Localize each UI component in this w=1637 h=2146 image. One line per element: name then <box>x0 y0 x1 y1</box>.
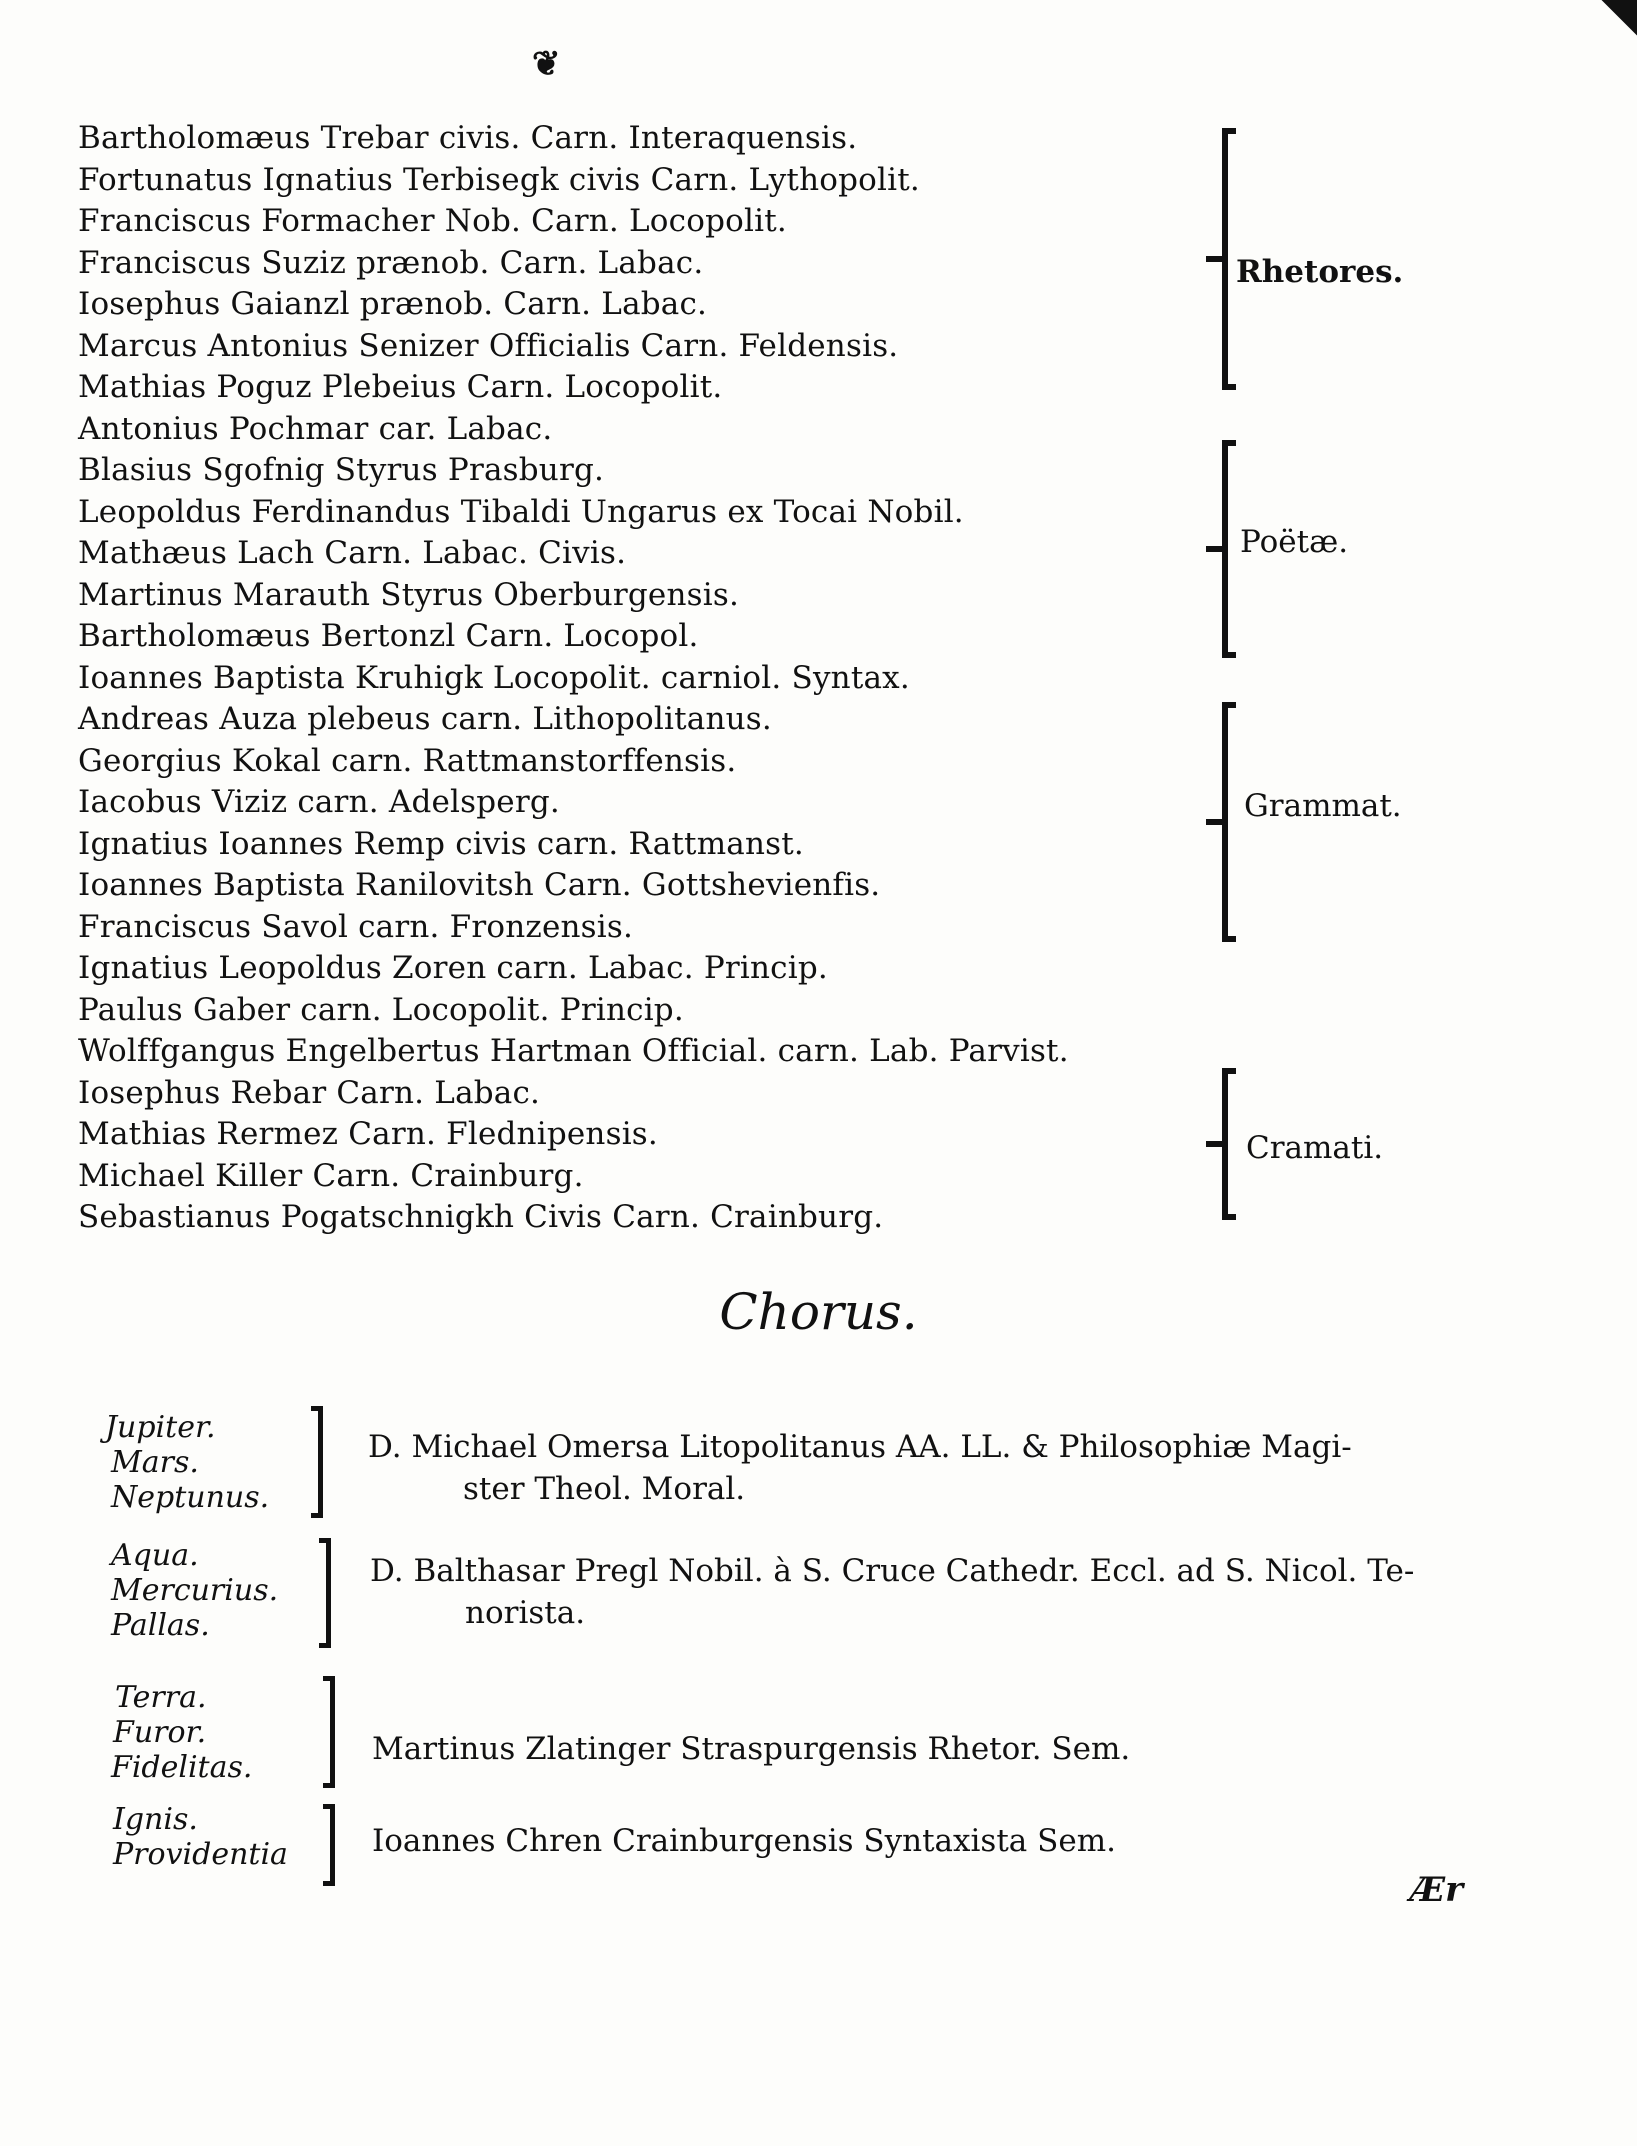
role-name: Providentia <box>113 1837 288 1872</box>
cast-line: Mathias Poguz Plebeius Carn. Locopolit. <box>78 369 723 405</box>
actor-text-continued: ster Theol. Moral. <box>463 1471 746 1507</box>
cast-line: Ignatius Leopoldus Zoren carn. Labac. Princip. <box>78 950 828 986</box>
chorus-title: Chorus. <box>719 1283 918 1341</box>
cast-line: Wolffgangus Engelbertus Hartman Official. carn. Lab. Parvist. <box>78 1033 1069 1069</box>
role-name: Neptunus. <box>111 1480 270 1515</box>
chorus-brace <box>318 1406 323 1518</box>
chorus-entry <box>105 1680 252 1785</box>
cast-line: Iosephus Rebar Carn. Labac. <box>78 1074 541 1111</box>
cast-line: Franciscus Savol carn. Fronzensis. <box>78 908 634 945</box>
role-name: Furor. <box>113 1715 207 1750</box>
cast-line: Antonius Pochmar car. Labac. <box>78 410 553 447</box>
actor-text: Martinus Zlatinger Straspurgensis Rhetor. Sem. <box>372 1731 1131 1767</box>
role-name: Ignis. <box>113 1802 198 1837</box>
chorus-actor <box>368 1426 1352 1510</box>
cast-line: Marcus Antonius Senizer Officialis Carn. Feldensis. <box>78 327 899 364</box>
actor-text: D. Michael Omersa Litopolitanus AA. LL. & Philosophiæ Magi- <box>368 1429 1352 1465</box>
group-label-grammat: Grammat. <box>1244 788 1402 824</box>
cast-line: Ioannes Baptista Kruhigk Locopolit. carniol. Syntax. <box>78 659 910 696</box>
cast-line: Paulus Gaber carn. Locopolit. Princip. <box>78 991 684 1028</box>
role-name: Pallas. <box>111 1608 210 1643</box>
chorus-entry <box>105 1538 278 1643</box>
cast-line: Iacobus Viziz carn. Adelsperg. <box>78 784 560 820</box>
chorus-actor <box>372 1820 1116 1862</box>
actor-text: Ioannes Chren Crainburgensis Syntaxista Sem. <box>372 1823 1116 1859</box>
rhetores-brace <box>1222 128 1228 390</box>
poetae-brace <box>1222 440 1228 658</box>
scan-edge-shadow <box>1597 0 1637 60</box>
cast-line: Mathæus Lach Carn. Labac. Civis. <box>78 535 627 571</box>
cast-line: Iosephus Gaianzl prænob. Carn. Labac. <box>78 286 708 322</box>
chorus-actor <box>370 1550 1414 1634</box>
cast-line: Franciscus Formacher Nob. Carn. Locopolit. <box>78 203 787 239</box>
role-name: Jupiter. <box>105 1410 216 1445</box>
cast-line: Blasius Sgofnig Styrus Prasburg. <box>78 452 605 488</box>
actor-text-continued: norista. <box>465 1595 586 1631</box>
ornament-mark: ❦ <box>532 44 561 84</box>
cast-line: Mathias Rermez Carn. Flednipensis. <box>78 1116 658 1152</box>
catchword: Ær <box>1410 1870 1464 1910</box>
group-label-cramati: Cramati. <box>1246 1130 1384 1166</box>
cast-line: Michael Killer Carn. Crainburg. <box>78 1157 584 1194</box>
cast-line: Sebastianus Pogatschnigkh Civis Carn. Crainburg. <box>78 1199 884 1235</box>
cast-line: Bartholomæus Bertonzl Carn. Locopol. <box>78 618 699 654</box>
group-label-poetae: Poëtæ. <box>1240 524 1349 560</box>
chorus-brace <box>330 1676 335 1788</box>
role-name: Aqua. <box>111 1538 199 1573</box>
role-name: Mercurius. <box>111 1573 279 1608</box>
cast-line: Leopoldus Ferdinandus Tibaldi Ungarus ex Tocai Nobil. <box>78 493 964 530</box>
cast-line: Georgius Kokal carn. Rattmanstorffensis. <box>78 742 737 779</box>
chorus-brace <box>326 1538 331 1648</box>
role-name: Fidelitas. <box>111 1750 253 1785</box>
cast-list <box>78 118 1228 1239</box>
role-name: Mars. <box>111 1445 199 1480</box>
cast-line: Fortunatus Ignatius Terbisegk civis Carn. Lythopolit. <box>78 161 920 198</box>
grammat-brace <box>1222 702 1228 942</box>
cast-line: Franciscus Suziz prænob. Carn. Labac. <box>78 244 704 281</box>
cast-line: Ignatius Ioannes Remp civis carn. Rattmanst. <box>78 825 804 862</box>
chorus-entry <box>105 1410 269 1515</box>
chorus-brace <box>330 1804 335 1886</box>
group-label-rhetores: Rhetores. <box>1236 254 1404 290</box>
cramati-brace <box>1222 1068 1228 1220</box>
chorus-entry <box>105 1802 288 1872</box>
chorus-actor <box>372 1728 1130 1770</box>
cast-line: Bartholomæus Trebar civis. Carn. Interaquensis. <box>78 120 858 156</box>
cast-line: Andreas Auza plebeus carn. Lithopolitanus. <box>78 701 772 737</box>
role-name: Terra. <box>115 1680 207 1715</box>
actor-text: D. Balthasar Pregl Nobil. à S. Cruce Cathedr. Eccl. ad S. Nicol. Te- <box>370 1553 1415 1589</box>
cast-line: Ioannes Baptista Ranilovitsh Carn. Gottshevienfis. <box>78 867 881 903</box>
cast-line: Martinus Marauth Styrus Oberburgensis. <box>78 576 740 613</box>
